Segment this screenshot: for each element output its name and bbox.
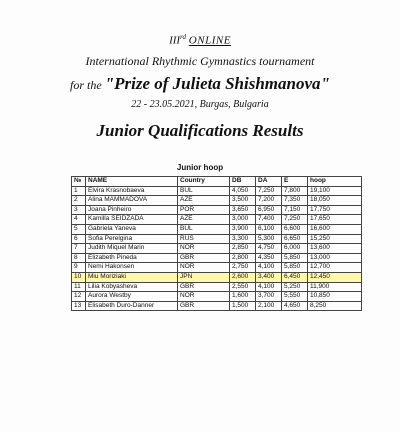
cell-e: 6,650	[282, 234, 308, 244]
cell-country: NOR	[178, 244, 230, 254]
cell-name: Kamilla SEIDZADA	[86, 215, 178, 225]
column-header-da: DA	[256, 177, 282, 187]
cell-hoop: 17,650	[308, 215, 362, 225]
cell-country: BUL	[178, 186, 230, 196]
cell-db: 1,600	[230, 292, 256, 302]
cell-e: 7,150	[282, 205, 308, 215]
cell-e: 7,350	[282, 196, 308, 206]
cell-country: NOR	[178, 292, 230, 302]
cell-name: Alina MAMMADOVA	[86, 196, 178, 206]
cell-db: 3,900	[230, 224, 256, 234]
cell-da: 4,750	[256, 244, 282, 254]
edition-line	[0, 30, 400, 48]
cell-hoop: 19,100	[308, 186, 362, 196]
cell-da: 3,400	[256, 272, 282, 282]
cell-hoop: 10,850	[308, 292, 362, 302]
cell-db: 3,650	[230, 205, 256, 215]
cell-country: GBR	[178, 282, 230, 292]
document-header	[0, 30, 400, 141]
cell-no: 7	[72, 244, 86, 254]
cell-name: Gabriela Yaneva	[86, 224, 178, 234]
cell-da: 7,200	[256, 196, 282, 206]
cell-hoop: 11,900	[308, 282, 362, 292]
edition-suffix: rd	[180, 33, 187, 41]
table-row	[72, 253, 362, 263]
cell-no: 3	[72, 205, 86, 215]
event-dates: 22 - 23.05.2021, Burgas, Bulgaria	[131, 98, 269, 110]
cell-no: 5	[72, 224, 86, 234]
cell-country: GBR	[178, 253, 230, 263]
cell-name: Judith Miquel Marin	[86, 244, 178, 254]
cell-e: 5,850	[282, 253, 308, 263]
cell-e: 7,250	[282, 215, 308, 225]
cell-no: 2	[72, 196, 86, 206]
table-row	[72, 196, 362, 206]
cell-da: 2,100	[256, 301, 282, 311]
column-header-hoop: hoop	[308, 177, 362, 187]
table-row	[72, 234, 362, 244]
cell-da: 4,100	[256, 282, 282, 292]
column-header-db: DB	[230, 177, 256, 187]
cell-db: 3,300	[230, 234, 256, 244]
cell-no: 9	[72, 263, 86, 273]
table-row	[72, 215, 362, 225]
edition-numeral: III	[169, 34, 181, 47]
table-row	[72, 186, 362, 196]
cell-hoop: 13,000	[308, 253, 362, 263]
cell-e: 6,000	[282, 244, 308, 254]
cell-db: 3,500	[230, 196, 256, 206]
cell-hoop: 18,050	[308, 196, 362, 206]
cell-name: Elisabeth Duro-Danner	[86, 301, 178, 311]
cell-hoop: 12,700	[308, 263, 362, 273]
cell-db: 1,500	[230, 301, 256, 311]
cell-db: 2,800	[230, 253, 256, 263]
cell-e: 7,800	[282, 186, 308, 196]
column-header-no: №	[72, 177, 86, 187]
cell-e: 6,450	[282, 272, 308, 282]
cell-country: GBR	[178, 301, 230, 311]
cell-db: 4,050	[230, 186, 256, 196]
cell-hoop: 12,450	[308, 272, 362, 282]
table-row	[72, 224, 362, 234]
cell-name: Sofia Perelgina	[86, 234, 178, 244]
cell-e: 5,550	[282, 292, 308, 302]
cell-no: 4	[72, 215, 86, 225]
cell-db: 2,850	[230, 244, 256, 254]
table-row	[72, 272, 362, 282]
cell-da: 6,950	[256, 205, 282, 215]
results-table-body	[72, 186, 362, 311]
cell-e: 5,850	[282, 263, 308, 273]
cell-hoop: 17,750	[308, 205, 362, 215]
prize-line	[0, 73, 400, 93]
table-row	[72, 263, 362, 273]
cell-da: 5,300	[256, 234, 282, 244]
cell-country: JPN	[178, 272, 230, 282]
cell-e: 5,250	[282, 282, 308, 292]
column-header-country: Country	[178, 177, 230, 187]
tournament-name: International Rhythmic Gymnastics tournament	[85, 53, 315, 68]
cell-no: 13	[72, 301, 86, 311]
cell-no: 6	[72, 234, 86, 244]
apparatus-subtitle: Junior hoop	[176, 163, 224, 172]
cell-hoop: 15,250	[308, 234, 362, 244]
prize-prefix: for the	[70, 77, 102, 92]
column-header-name: NAME	[86, 177, 178, 187]
results-table	[71, 176, 362, 311]
cell-name: Elizabeth Pineda	[86, 253, 178, 263]
cell-country: AZE	[178, 196, 230, 206]
cell-no: 8	[72, 253, 86, 263]
cell-country: NOR	[178, 263, 230, 273]
cell-hoop: 16,600	[308, 224, 362, 234]
cell-country: BUL	[178, 224, 230, 234]
cell-hoop: 13,600	[308, 244, 362, 254]
cell-no: 11	[72, 282, 86, 292]
cell-hoop: 8,250	[308, 301, 362, 311]
cell-db: 2,750	[230, 263, 256, 273]
cell-name: Lilia Kobyasheva	[86, 282, 178, 292]
cell-name: Miu Moriziaki	[86, 272, 178, 282]
cell-da: 6,100	[256, 224, 282, 234]
cell-no: 12	[72, 292, 86, 302]
edition-word: ONLINE	[188, 34, 231, 47]
table-row	[72, 244, 362, 254]
cell-db: 2,600	[230, 272, 256, 282]
column-header-e: E	[282, 177, 308, 187]
cell-da: 3,700	[256, 292, 282, 302]
cell-country: POR	[178, 205, 230, 215]
cell-db: 2,550	[230, 282, 256, 292]
prize-name: "Prize of Julieta Shishmanova"	[104, 73, 330, 93]
cell-da: 4,350	[256, 253, 282, 263]
table-header-row	[72, 177, 362, 187]
cell-da: 7,250	[256, 186, 282, 196]
cell-e: 4,650	[282, 301, 308, 311]
table-row	[72, 301, 362, 311]
table-row	[72, 205, 362, 215]
cell-no: 1	[72, 186, 86, 196]
cell-db: 3,000	[230, 215, 256, 225]
cell-country: RUS	[178, 234, 230, 244]
cell-no: 10	[72, 272, 86, 282]
cell-country: AZE	[178, 215, 230, 225]
cell-e: 6,600	[282, 224, 308, 234]
results-title: Junior Qualifications Results	[96, 120, 304, 140]
table-row	[72, 292, 362, 302]
cell-da: 4,100	[256, 263, 282, 273]
cell-da: 7,400	[256, 215, 282, 225]
cell-name: Aurora Westby	[86, 292, 178, 302]
table-row	[72, 282, 362, 292]
cell-name: Nemi Hakonsen	[86, 263, 178, 273]
cell-name: Joana Pinheiro	[86, 205, 178, 215]
cell-name: Elvira Krasnobaeva	[86, 186, 178, 196]
